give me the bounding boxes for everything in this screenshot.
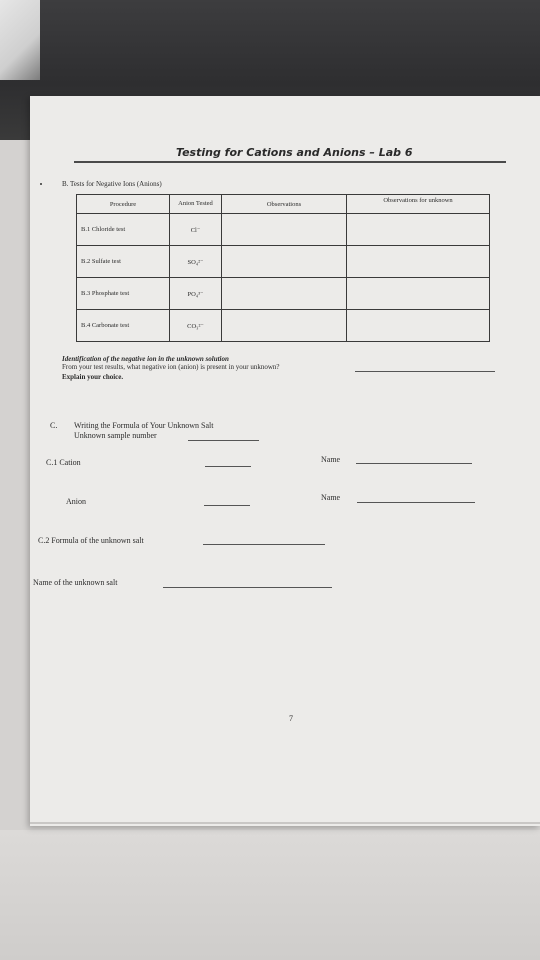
sample-number-label: Unknown sample number xyxy=(74,431,157,440)
page-title: Testing for Cations and Anions – Lab 6 xyxy=(176,146,413,159)
table-row xyxy=(77,310,490,342)
anion-name-line[interactable] xyxy=(357,502,475,503)
identification-instruction: Explain your choice. xyxy=(62,373,124,381)
observations-cell[interactable] xyxy=(222,310,347,342)
column-header: Anion Tested xyxy=(170,195,222,214)
anion-label: Anion xyxy=(66,497,86,506)
procedure-cell: B.1 Chloride test xyxy=(77,214,170,246)
cation-name-label: Name xyxy=(321,455,341,464)
observations-cell[interactable] xyxy=(222,214,347,246)
anion-name-label: Name xyxy=(321,493,341,502)
unknown-observations-cell[interactable] xyxy=(347,310,490,342)
column-header: Observations xyxy=(222,195,347,214)
table-header-row xyxy=(77,195,490,214)
paper-edge xyxy=(30,822,540,824)
anion-cell: CO₃²⁻ xyxy=(170,310,222,342)
section-b-heading: B. Tests for Negative Ions (Anions) xyxy=(62,180,162,188)
observations-cell[interactable] xyxy=(222,278,347,310)
paper-stack-corner xyxy=(0,0,40,80)
section-c-heading: Writing the Formula of Your Unknown Salt xyxy=(74,421,214,430)
identification-title: Identification of the negative ion in the unknown solution xyxy=(62,355,229,363)
procedure-cell: B.3 Phosphate test xyxy=(77,278,170,310)
page-number: 7 xyxy=(289,714,293,723)
procedure-cell: B.4 Carbonate test xyxy=(77,310,170,342)
salt-name-line[interactable] xyxy=(163,587,332,588)
table-row xyxy=(77,246,490,278)
observations-cell[interactable] xyxy=(222,246,347,278)
desk-background-bottom xyxy=(0,830,540,960)
table-row xyxy=(77,278,490,310)
section-c-letter: C. xyxy=(50,421,58,430)
anion-cell: PO₄³⁻ xyxy=(170,278,222,310)
anion-answer-line[interactable] xyxy=(355,371,495,372)
unknown-observations-cell[interactable] xyxy=(347,246,490,278)
bullet-dot xyxy=(40,183,42,185)
column-header: Observations for unknown xyxy=(347,195,490,214)
table-row xyxy=(77,214,490,246)
procedure-cell: B.2 Sulfate test xyxy=(77,246,170,278)
sample-number-line[interactable] xyxy=(188,440,259,441)
anion-line[interactable] xyxy=(204,505,250,506)
cation-line[interactable] xyxy=(205,466,251,467)
c1-cation-label: C.1 Cation xyxy=(46,458,81,467)
anion-cell: SO₄²⁻ xyxy=(170,246,222,278)
identification-question: From your test results, what negative ion (anion) is present in your unknown? xyxy=(62,363,280,371)
salt-name-label: Name of the unknown salt xyxy=(33,578,118,587)
anion-test-table xyxy=(76,194,490,342)
cation-name-line[interactable] xyxy=(356,463,472,464)
formula-line[interactable] xyxy=(203,544,325,545)
c2-formula-label: C.2 Formula of the unknown salt xyxy=(38,536,144,545)
anion-cell: Cl⁻ xyxy=(170,214,222,246)
title-underline xyxy=(74,161,506,163)
unknown-observations-cell[interactable] xyxy=(347,214,490,246)
unknown-observations-cell[interactable] xyxy=(347,278,490,310)
column-header: Procedure xyxy=(77,195,170,214)
